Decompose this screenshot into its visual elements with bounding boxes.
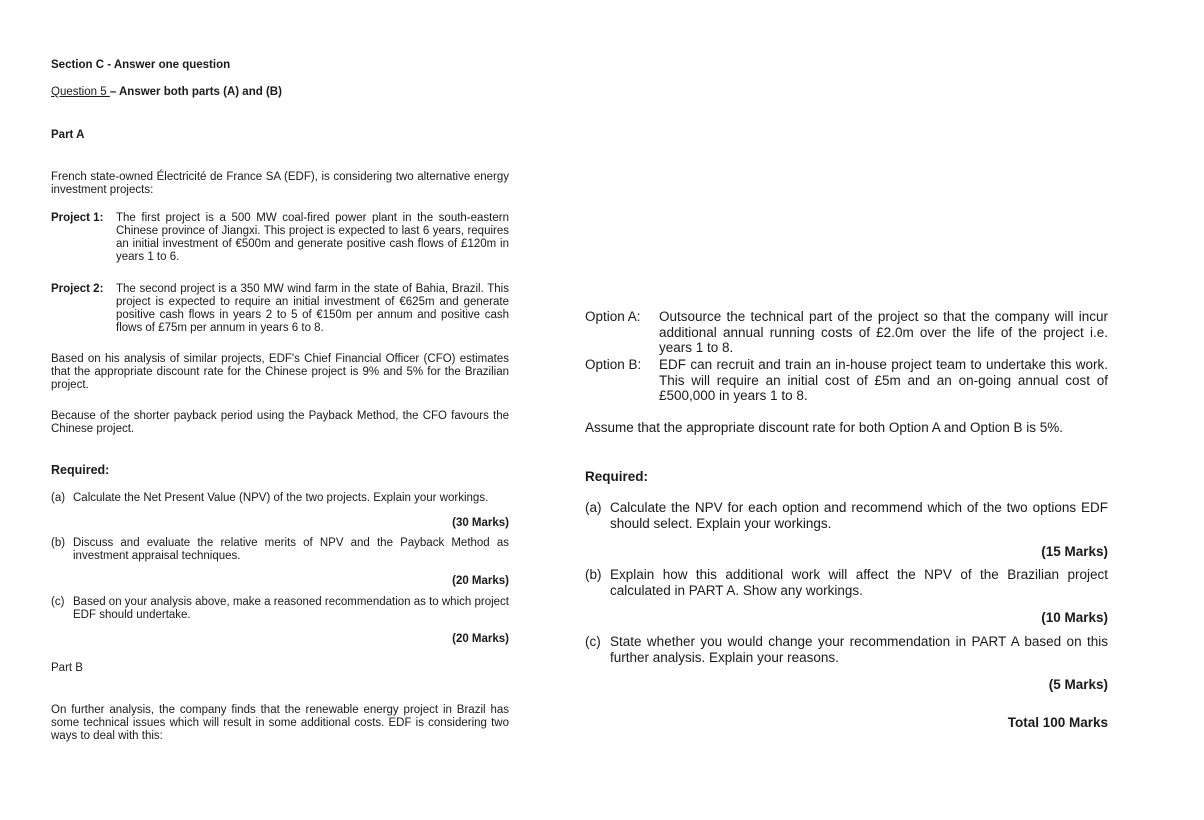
b-question-a-marks: (15 Marks) — [1041, 544, 1108, 559]
project-2-label: Project 2: — [51, 283, 104, 295]
part-a-question-c — [51, 596, 509, 622]
section-heading: Section C - Answer one question — [51, 59, 231, 71]
option-a — [585, 309, 1108, 356]
part-b-intro: On further analysis, the company finds that the renewable energy project in Brazil has some technical issues which will result in some additional costs. EDF is considering two ways to deal with this: — [51, 704, 509, 742]
part-a-question-b — [51, 537, 509, 563]
project-1-label: Project 1: — [51, 212, 104, 224]
question-c-label: (c) — [51, 596, 65, 608]
option-b-label: Option B: — [585, 357, 642, 372]
question-b-marks: (20 Marks) — [452, 575, 509, 587]
option-b — [585, 357, 1108, 404]
project-1 — [51, 212, 509, 264]
b-question-b-label: (b) — [585, 567, 602, 582]
question-a-label: (a) — [51, 492, 66, 504]
project-2 — [51, 283, 509, 335]
b-question-b-marks: (10 Marks) — [1041, 610, 1108, 625]
question-title — [51, 86, 282, 99]
part-a-required: Required: — [51, 463, 110, 477]
part-b-question-a — [585, 500, 1108, 531]
part-a-question-a — [51, 492, 509, 505]
b-question-a-label: (a) — [585, 500, 602, 515]
b-question-c-marks: (5 Marks) — [1048, 677, 1108, 692]
project-1-text: The first project is a 500 MW coal-fired power plant in the south-eastern Chinese province of Jiangxi. This project is expected to last 6 years, requires an initial investment of €500m and generate positive cash flows of £120m in years 1 to 6. — [116, 212, 509, 263]
payback-paragraph: Because of the shorter payback period using the Payback Method, the CFO favours the Chinese project. — [51, 410, 509, 435]
question-label: Question 5 — [51, 86, 110, 98]
part-b-required: Required: — [585, 469, 649, 484]
question-b-label: (b) — [51, 537, 66, 549]
b-question-c-label: (c) — [585, 634, 601, 649]
question-b-text: Discuss and evaluate the relative merits of NPV and the Payback Method as investment appraisal techniques. — [73, 537, 509, 562]
cfo-paragraph: Based on his analysis of similar projects, EDF's Chief Financial Officer (CFO) estimates that the appropriate discount rate for the Chinese project is 9% and 5% for the Brazilian project. — [51, 353, 509, 391]
b-question-b-text: Explain how this additional work will affect the NPV of the Brazilian project calculated in PART A. Show any workings. — [610, 567, 1108, 598]
part-a-intro: French state-owned Électricité de France SA (EDF), is considering two alternative energy investment projects: — [51, 171, 509, 196]
b-question-c-text: State whether you would change your recommendation in PART A based on this further analysis. Explain your reasons. — [610, 634, 1108, 665]
part-b-question-b — [585, 567, 1108, 598]
b-question-a-text: Calculate the NPV for each option and recommend which of the two options EDF should select. Explain your workings. — [610, 500, 1108, 531]
option-a-text: Outsource the technical part of the project so that the company will incur additional annual running costs of £2.0m over the life of the project i.e. years 1 to 8. — [659, 309, 1108, 355]
part-a-title: Part A — [51, 129, 85, 141]
option-a-label: Option A: — [585, 309, 641, 324]
question-c-marks: (20 Marks) — [452, 633, 509, 645]
question-a-text: Calculate the Net Present Value (NPV) of the two projects. Explain your workings. — [73, 492, 489, 504]
option-b-text: EDF can recruit and train an in-house project team to undertake this work. This will require an initial cost of £5m and an on-going annual cost of £500,000 in years 1 to 8. — [659, 357, 1108, 403]
part-b-question-c — [585, 634, 1108, 665]
project-2-text: The second project is a 350 MW wind farm in the state of Bahia, Brazil. This project is expected to require an initial investment of €625m and generate positive cash flows in years 2 to 5 of €150m per annum and positive cash flows of £75m per annum in years 6 to 8. — [116, 283, 509, 334]
question-c-text: Based on your analysis above, make a reasoned recommendation as to which project EDF should undertake. — [73, 596, 509, 621]
total-marks: Total 100 Marks — [1007, 715, 1108, 730]
assumption-text: Assume that the appropriate discount rate for both Option A and Option B is 5%. — [585, 420, 1064, 435]
part-b-title: Part B — [51, 662, 83, 674]
question-instruction: – Answer both parts (A) and (B) — [109, 86, 282, 98]
question-a-marks: (30 Marks) — [452, 517, 509, 529]
